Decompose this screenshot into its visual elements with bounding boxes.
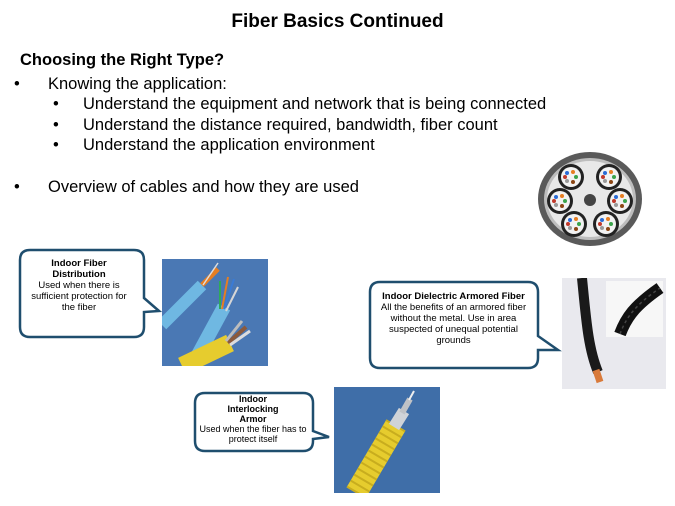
bullet-marker: • (53, 136, 59, 154)
bullet-marker: • (53, 95, 59, 113)
cable-cross-section-image (537, 151, 644, 248)
slide-title: Fiber Basics Continued (231, 11, 444, 32)
callout-dielectric (376, 291, 531, 346)
callout-body: Used when there is sufficient protection for the fiber (31, 280, 127, 313)
sub-bullet-text: Understand the equipment and network that is being connected (83, 95, 547, 113)
callout-heading: Indoor Fiber Distribution (51, 258, 107, 280)
distribution-cable-photo (162, 259, 268, 366)
bullet-marker: • (14, 178, 20, 196)
callout-heading: Indoor Dielectric Armored Fiber (382, 291, 525, 302)
bullet-marker: • (53, 116, 59, 134)
callout-interlocking (197, 394, 309, 444)
section-heading: Choosing the Right Type? (20, 51, 225, 69)
sub-bullet-text: Understand the application environment (83, 136, 375, 154)
callout-distribution (24, 258, 134, 313)
bullet-text: Knowing the application: (48, 75, 227, 93)
bullet-marker: • (14, 75, 20, 93)
bullet-text: Overview of cables and how they are used (48, 178, 359, 196)
callout-heading: Indoor Interlocking Armor (227, 394, 279, 424)
callout-body: Used when the fiber has to protect itself (199, 424, 307, 444)
interlocking-armor-cable-photo (334, 387, 440, 493)
sub-bullet-text: Understand the distance required, bandwidth, fiber count (83, 116, 498, 134)
callout-body: All the benefits of an armored fiber without the metal. Use in area suspected of unequal potential grounds (380, 302, 527, 346)
dielectric-armored-cable-photo (562, 278, 666, 389)
